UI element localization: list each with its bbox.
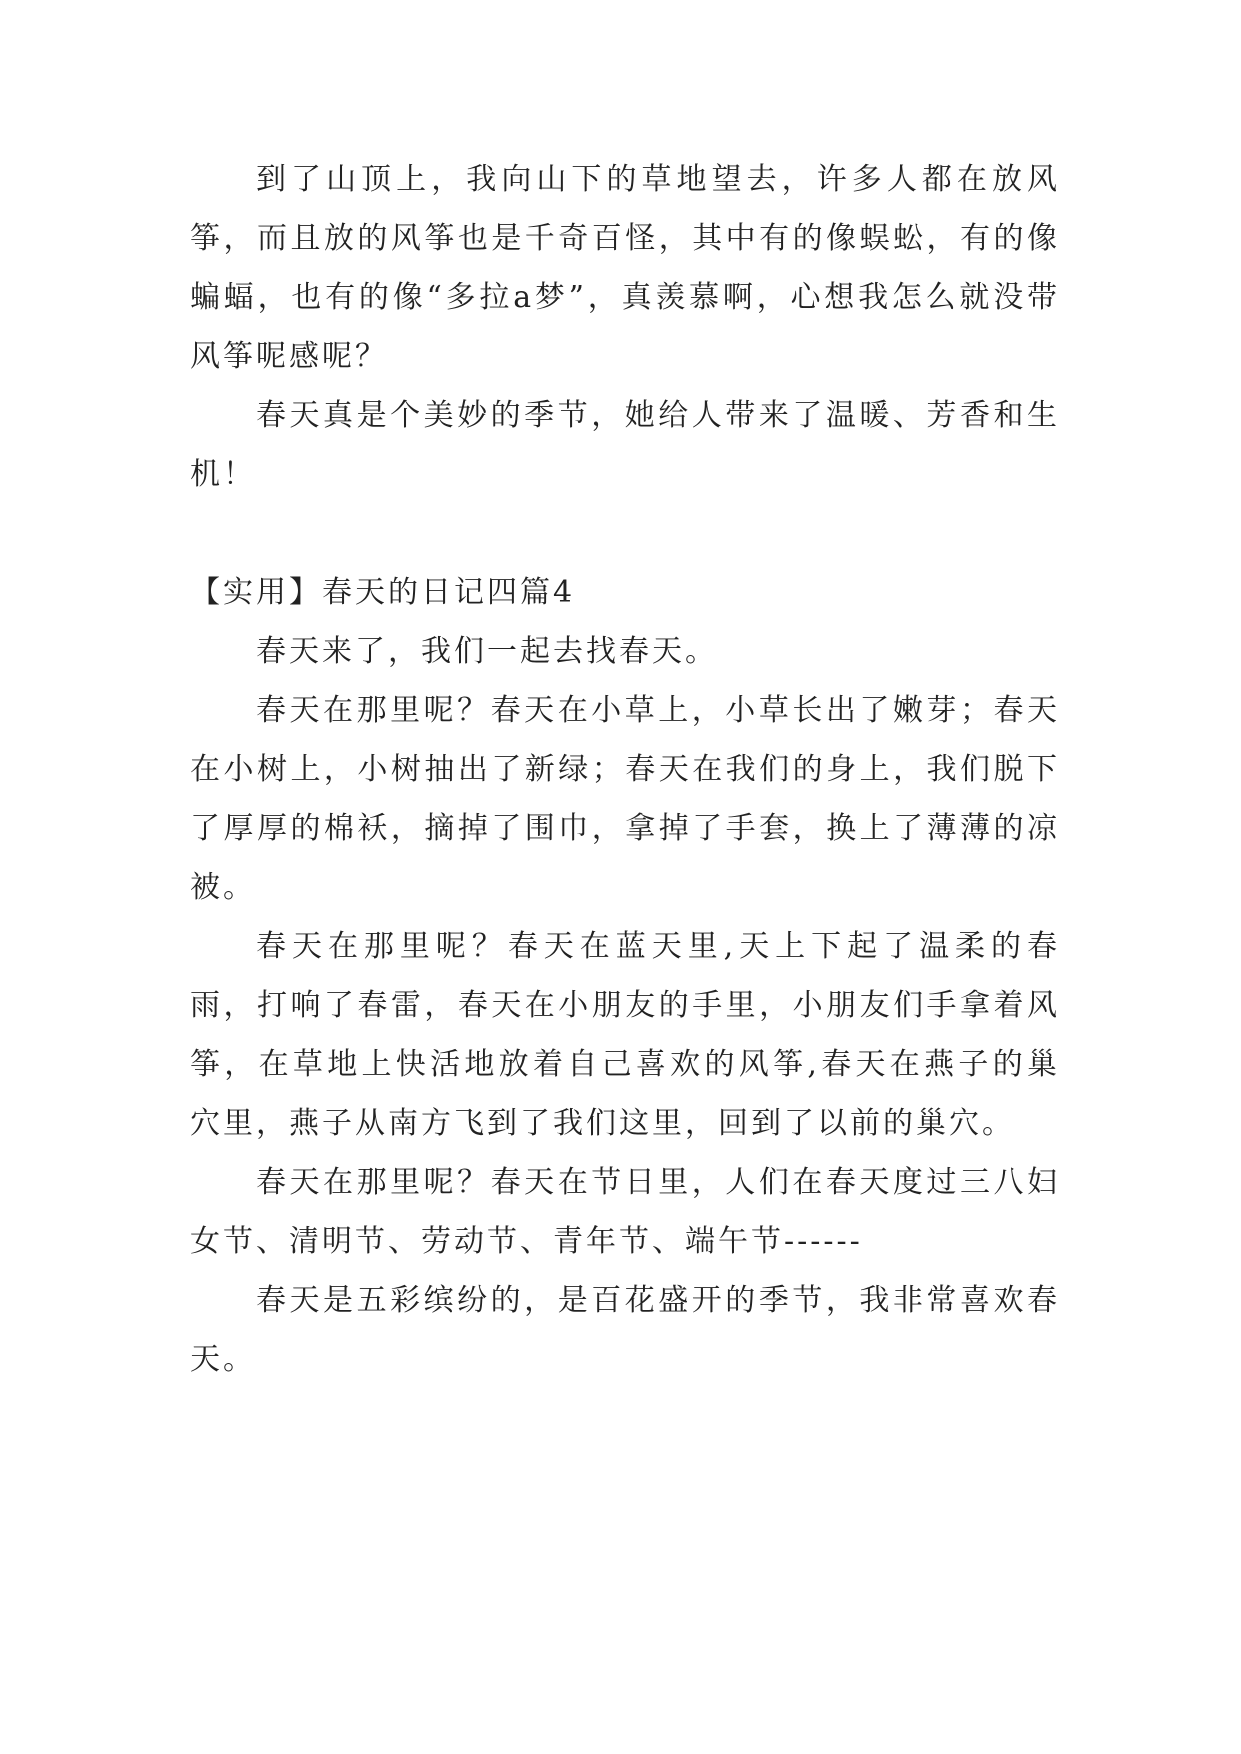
paragraph-kite-hilltop: 到了山顶上，我向山下的草地望去，许多人都在放风筝，而且放的风筝也是千奇百怪，其中有的像蜈蚣，有的像蝙蝠，也有的像“多拉a梦”，真羡慕啊，心想我怎么就没带风筝呢感呢？ — [190, 162, 1060, 374]
paragraph-spring-sky: 春天在那里呢？春天在蓝天里,天上下起了温柔的春雨，打响了春雷，春天在小朋友的手里，小朋友们手拿着风筝，在草地上快活地放着自己喜欢的风筝,春天在燕子的巢穴里，燕子从南方飞到了我们这里，回到了以前的巢穴。 — [190, 929, 1060, 1141]
document-page — [190, 150, 1060, 1389]
paragraph-spring-festivals: 春天在那里呢？春天在节日里，人们在春天度过三八妇女节、清明节、劳动节、青年节、端午节------ — [190, 1165, 1060, 1259]
paragraph-spring-arrives: 春天来了，我们一起去找春天。 — [256, 634, 718, 669]
section-spacer — [190, 504, 1060, 563]
paragraph-spring-season: 春天真是个美妙的季节，她给人带来了温暖、芳香和生机！ — [190, 398, 1060, 492]
paragraph-spring-grass-trees: 春天在那里呢？春天在小草上，小草长出了嫩芽；春天在小树上，小树抽出了新绿；春天在我们的身上，我们脱下了厚厚的棉袄，摘掉了围巾，拿掉了手套，换上了薄薄的凉被。 — [190, 693, 1060, 905]
paragraph-spring-colorful: 春天是五彩缤纷的，是百花盛开的季节，我非常喜欢春天。 — [190, 1283, 1060, 1377]
section-heading: 【实用】春天的日记四篇4 — [190, 575, 576, 610]
